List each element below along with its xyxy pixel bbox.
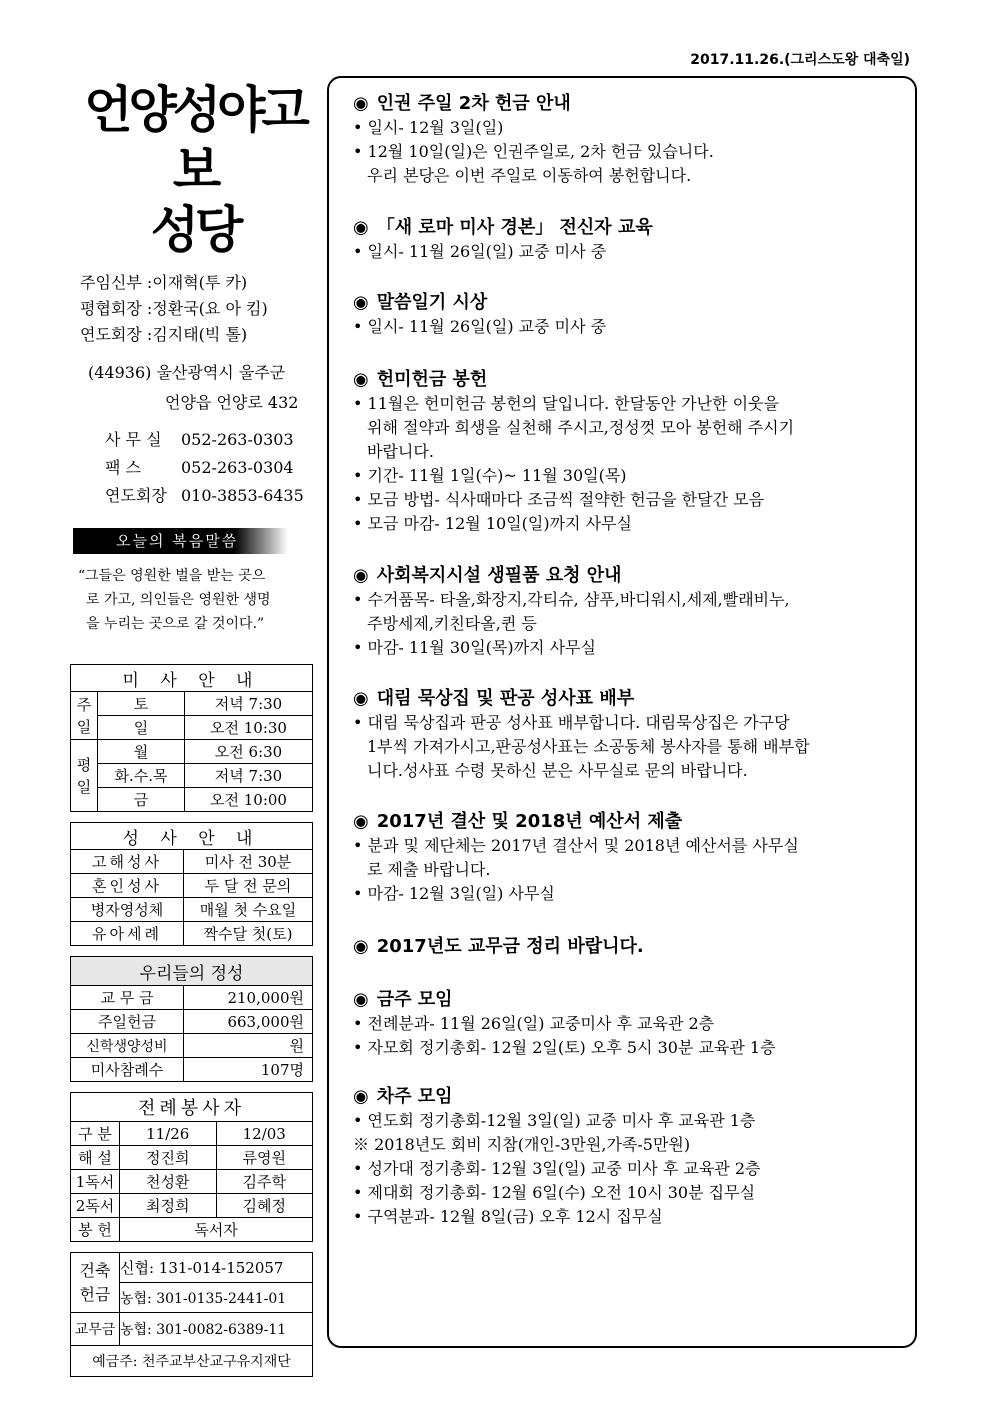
notice-line: • 자모회 정기총회- 12월 2일(토) 오후 5시 30분 교육관 1층 bbox=[353, 1038, 776, 1057]
notice-line: 바랍니다. bbox=[367, 442, 434, 461]
notice-line: • 기간- 11월 1일(수)~ 11월 30일(목) bbox=[353, 466, 627, 485]
notice-line: 위해 절약과 희생을 실천해 주시고,정성껏 모아 봉헌해 주시기 bbox=[367, 418, 795, 437]
notice-section bbox=[353, 1085, 913, 1229]
servers-name: 김혜정 bbox=[216, 1194, 313, 1218]
account-number: 신협: 131-014-152057 bbox=[120, 1253, 313, 1283]
offering-label: 미사참례수 bbox=[71, 1058, 184, 1082]
offering-label: 교 무 금 bbox=[71, 986, 184, 1010]
notice-section bbox=[353, 988, 913, 1060]
notice-line: • 마감- 11월 30일(목)까지 사무실 bbox=[353, 638, 596, 657]
bullet-icon: ◉ bbox=[353, 565, 369, 586]
servers-name: 최정희 bbox=[120, 1194, 217, 1218]
accounts-table bbox=[70, 1252, 313, 1377]
contact-label: 팩 스 bbox=[105, 458, 141, 477]
notice-line: • 일시- 11월 26일(일) 교중 미사 중 bbox=[353, 317, 607, 336]
servers-name: 김주학 bbox=[216, 1170, 313, 1194]
sacrament-header: 성 사 안 내 bbox=[71, 823, 313, 850]
mass-table bbox=[70, 664, 313, 812]
mass-day: 화.수.목 bbox=[98, 764, 185, 788]
notice-title bbox=[353, 810, 913, 834]
sacrament-table bbox=[70, 822, 313, 946]
offering-header: 우리들의 정성 bbox=[71, 957, 313, 986]
sacrament-info: 두 달 전 문의 bbox=[184, 874, 313, 898]
building-label bbox=[71, 1253, 120, 1313]
gospel-line: 로 가고, 의인들은 영원한 생명 bbox=[86, 592, 271, 608]
notice-line: • 11월은 헌미헌금 봉헌의 달입니다. 한달동안 가난한 이웃을 bbox=[353, 394, 779, 413]
bullet-icon: ◉ bbox=[353, 369, 369, 390]
servers-name: 류영원 bbox=[216, 1146, 313, 1170]
notice-line: • 구역분과- 12월 8일(금) 오후 12시 집무실 bbox=[353, 1207, 663, 1226]
notice-line: 우리 본당은 이번 주일로 이동하여 봉헌합니다. bbox=[367, 166, 692, 185]
notice-section bbox=[353, 687, 913, 783]
notice-line: • 성가대 정기총회- 12월 3일(일) 교중 미사 후 교육관 2층 bbox=[353, 1159, 761, 1178]
sacrament-name: 혼인성사 bbox=[71, 874, 184, 898]
staff-item: 연도회장 :김지태(빅 톨) bbox=[80, 325, 248, 344]
address-line1: (44936) 울산광역시 울주군 bbox=[88, 363, 286, 382]
notice-line: • 모금 방법- 식사때마다 조금씩 절약한 헌금을 한달간 모음 bbox=[353, 490, 765, 509]
sacrament-info: 미사 전 30분 bbox=[184, 850, 313, 874]
bullet-icon: ◉ bbox=[353, 688, 369, 709]
notices-panel bbox=[327, 76, 917, 1348]
gospel-line: 을 누리는 곳으로 갈 것이다.” bbox=[86, 616, 265, 632]
dues-label: 교무금 bbox=[71, 1313, 120, 1346]
bulletin-date: 2017.11.26.(그리스도왕 대축일) bbox=[690, 52, 910, 68]
label-text: 건축 bbox=[79, 1260, 111, 1280]
notice-line: • 제대회 정기총회- 12월 6일(수) 오전 10시 30분 집무실 bbox=[353, 1183, 756, 1202]
bullet-icon: ◉ bbox=[353, 292, 369, 313]
contact-label: 연도회장 bbox=[105, 486, 167, 505]
contact-label: 사 무 실 bbox=[105, 430, 162, 449]
staff-list bbox=[70, 270, 315, 348]
parish-title-line1: 언양성야고보 bbox=[84, 81, 306, 199]
gospel-text bbox=[70, 564, 313, 636]
notice-section bbox=[353, 92, 913, 188]
notice-title-text: 「새 로마 미사 경본」 전신자 교육 bbox=[376, 217, 653, 238]
notice-section bbox=[353, 291, 913, 339]
offering-value: 663,000원 bbox=[184, 1010, 313, 1034]
contact-value: 052-263-0303 bbox=[181, 430, 294, 449]
servers-role: 1독서 bbox=[71, 1170, 120, 1194]
notice-title bbox=[353, 988, 913, 1012]
notice-title bbox=[353, 687, 913, 711]
sacrament-name: 병자영성체 bbox=[71, 898, 184, 922]
mass-header: 미 사 안 내 bbox=[71, 665, 313, 692]
servers-name: 정진희 bbox=[120, 1146, 217, 1170]
sacrament-name: 유아세례 bbox=[71, 922, 184, 946]
notice-section bbox=[353, 810, 913, 906]
notice-section bbox=[353, 216, 913, 264]
bullet-icon: ◉ bbox=[353, 936, 369, 957]
notice-title bbox=[353, 935, 913, 959]
offering-label: 신학생양성비 bbox=[71, 1034, 184, 1058]
notice-title-text: 사회복지시설 생필품 요청 안내 bbox=[376, 565, 622, 586]
staff-item: 평협회장 :정환국(요 아 킴) bbox=[80, 299, 268, 318]
notice-title-text: 차주 모임 bbox=[376, 1086, 453, 1107]
notice-title-text: 말씀일기 시상 bbox=[376, 292, 488, 313]
notice-title bbox=[353, 564, 913, 588]
bullet-icon: ◉ bbox=[353, 1086, 369, 1107]
servers-header: 전례봉사자 bbox=[71, 1093, 313, 1122]
gospel-header: 오늘의 복음말씀 bbox=[73, 528, 288, 554]
notice-line: 로 제출 바랍니다. bbox=[367, 860, 491, 879]
notice-line: • 연도회 정기총회-12월 3일(일) 교중 미사 후 교육관 1층 bbox=[353, 1111, 756, 1130]
contacts bbox=[70, 426, 315, 510]
notice-line: • 마감- 12월 3일(일) 사무실 bbox=[353, 884, 555, 903]
notice-section bbox=[353, 935, 913, 959]
mass-day: 월 bbox=[98, 740, 185, 764]
servers-role: 해 설 bbox=[71, 1146, 120, 1170]
notice-line: • 일시- 12월 3일(일) bbox=[353, 118, 504, 137]
sacrament-name: 고해성사 bbox=[71, 850, 184, 874]
mass-table-wrap bbox=[70, 664, 315, 812]
notice-title bbox=[353, 368, 913, 392]
contact-fax bbox=[105, 454, 315, 482]
label-char: 주 bbox=[76, 695, 92, 714]
mass-day: 금 bbox=[98, 788, 185, 812]
offering-table-wrap bbox=[70, 956, 315, 1082]
contact-value: 052-263-0304 bbox=[181, 458, 294, 477]
notice-line: • 전례분과- 11월 26일(일) 교중미사 후 교육관 2층 bbox=[353, 1014, 715, 1033]
notice-title-text: 대림 묵상집 및 판공 성사표 배부 bbox=[376, 688, 635, 709]
offering-value: 210,000원 bbox=[184, 986, 313, 1010]
mass-time: 오전 10:00 bbox=[185, 788, 313, 812]
notice-line: • 대림 묵상집과 판공 성사표 배부합니다. 대림묵상집은 가구당 bbox=[353, 713, 790, 732]
bullet-icon: ◉ bbox=[353, 217, 369, 238]
offering-table bbox=[70, 956, 313, 1082]
notice-line: ※ 2018년도 회비 지참(개인-3만원,가족-5만원) bbox=[353, 1135, 691, 1154]
notice-line: • 일시- 11월 26일(일) 교중 미사 중 bbox=[353, 242, 607, 261]
staff-item: 주임신부 :이재혁(투 카) bbox=[80, 273, 248, 292]
notice-line: • 모금 마감- 12월 10일(일)까지 사무실 bbox=[353, 514, 632, 533]
servers-role: 2독서 bbox=[71, 1194, 120, 1218]
sacrament-table-wrap bbox=[70, 822, 315, 946]
sacrament-info: 매월 첫 수요일 bbox=[184, 898, 313, 922]
gospel-line: “그들은 영원한 벌을 받는 곳으 bbox=[78, 568, 266, 584]
notice-title bbox=[353, 291, 913, 315]
notice-title-text: 2017년도 교무금 정리 바랍니다. bbox=[376, 936, 644, 957]
notice-line: • 12월 10일(일)은 인권주일로, 2차 헌금 있습니다. bbox=[353, 142, 714, 161]
mass-time: 오전 10:30 bbox=[185, 716, 313, 740]
notice-title-text: 인권 주일 2차 헌금 안내 bbox=[376, 93, 571, 114]
bullet-icon: ◉ bbox=[353, 93, 369, 114]
notice-title-text: 헌미헌금 봉헌 bbox=[376, 369, 488, 390]
notice-line: 주방세제,키친타올,퀸 등 bbox=[367, 614, 537, 633]
servers-role: 봉 헌 bbox=[71, 1218, 120, 1242]
label-char: 일 bbox=[76, 717, 92, 736]
notice-line: 니다.성사표 수령 못하신 분은 사무실로 문의 바랍니다. bbox=[367, 761, 748, 780]
mass-day: 일 bbox=[98, 716, 185, 740]
notice-title bbox=[353, 92, 913, 116]
mass-day: 토 bbox=[98, 692, 185, 716]
address bbox=[70, 358, 315, 418]
servers-table bbox=[70, 1092, 313, 1242]
servers-table-wrap bbox=[70, 1092, 315, 1242]
account-holder: 예금주: 천주교부산교구유지재단 bbox=[71, 1346, 313, 1377]
notice-line: 1부씩 가져가시고,판공성사표는 소공동체 봉사자를 통해 배부합 bbox=[367, 737, 810, 756]
mass-time: 저녁 7:30 bbox=[185, 692, 313, 716]
label-text: 헌금 bbox=[79, 1284, 111, 1304]
notice-section bbox=[353, 368, 913, 536]
mass-time: 오전 6:30 bbox=[185, 740, 313, 764]
weekday-label bbox=[71, 740, 98, 812]
sunday-label bbox=[71, 692, 98, 740]
notice-title bbox=[353, 216, 913, 240]
mass-time: 저녁 7:30 bbox=[185, 764, 313, 788]
servers-col: 구 분 bbox=[71, 1122, 120, 1146]
address-line2: 언양읍 언양로 432 bbox=[165, 393, 299, 412]
contact-value: 010-3853-6435 bbox=[181, 486, 304, 505]
account-number: 농협: 301-0082-6389-11 bbox=[120, 1313, 313, 1346]
notice-line: • 수거품목- 타올,화장지,각티슈, 샴푸,바디워시,세제,빨래비누, bbox=[353, 590, 790, 609]
parish-title bbox=[75, 80, 315, 260]
notice-line: • 분과 및 제단체는 2017년 결산서 및 2018년 예산서를 사무실 bbox=[353, 836, 799, 855]
account-number: 농협: 301-0135-2441-01 bbox=[120, 1283, 313, 1313]
left-column bbox=[70, 80, 315, 1377]
contact-chair bbox=[105, 482, 315, 510]
contact-office bbox=[105, 426, 315, 454]
servers-col: 12/03 bbox=[216, 1122, 313, 1146]
bullet-icon: ◉ bbox=[353, 989, 369, 1010]
offering-label: 주일헌금 bbox=[71, 1010, 184, 1034]
servers-name: 독서자 bbox=[120, 1218, 313, 1242]
servers-name: 천성환 bbox=[120, 1170, 217, 1194]
accounts-table-wrap bbox=[70, 1252, 315, 1377]
notice-section bbox=[353, 564, 913, 660]
label-char: 일 bbox=[76, 777, 92, 796]
notice-title bbox=[353, 1085, 913, 1109]
parish-title-line2: 성당 bbox=[150, 201, 240, 259]
bullet-icon: ◉ bbox=[353, 811, 369, 832]
offering-value: 원 bbox=[184, 1034, 313, 1058]
notice-title-text: 금주 모임 bbox=[376, 989, 453, 1010]
sacrament-info: 짝수달 첫(토) bbox=[184, 922, 313, 946]
label-char: 평 bbox=[76, 755, 92, 774]
offering-value: 107명 bbox=[184, 1058, 313, 1082]
servers-col: 11/26 bbox=[120, 1122, 217, 1146]
notice-title-text: 2017년 결산 및 2018년 예산서 제출 bbox=[376, 811, 683, 832]
